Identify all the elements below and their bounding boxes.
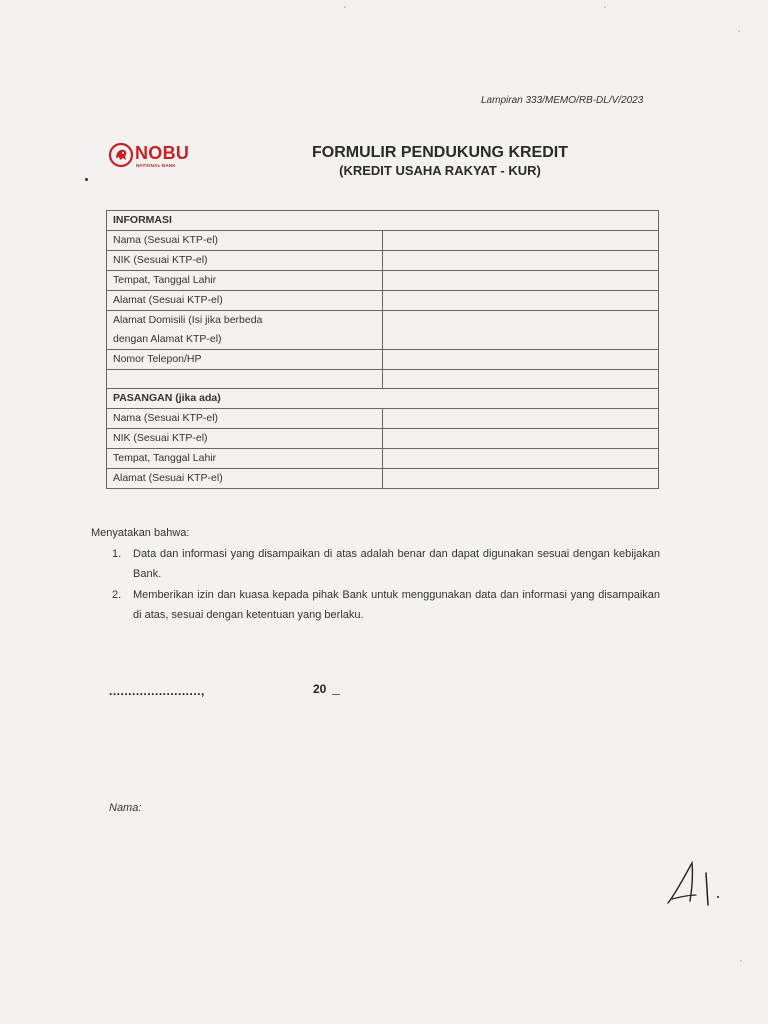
statement-item bbox=[112, 585, 660, 625]
field-input-address[interactable] bbox=[383, 291, 659, 311]
statement-number: 1. bbox=[112, 548, 122, 560]
statement-text: Memberikan izin dan kuasa kepada pihak Bank untuk menggunakan data dan informasi yang disampaikan di atas, sesuai dengan ketentuan yang berlaku. bbox=[133, 589, 660, 621]
place-date-field[interactable]: ........................, bbox=[109, 684, 205, 698]
logo-wordmark: NOBU bbox=[135, 143, 190, 163]
spouse-label-nik: NIK (Sesuai KTP-el) bbox=[107, 429, 383, 449]
nobu-logo bbox=[108, 142, 203, 172]
field-label-name: Nama (Sesuai KTP-el) bbox=[107, 231, 383, 251]
blank-row bbox=[107, 370, 659, 389]
name-label: Nama: bbox=[109, 802, 142, 814]
handwritten-signature-icon bbox=[662, 855, 732, 915]
scan-mark bbox=[85, 178, 88, 181]
form-row bbox=[107, 291, 659, 311]
credit-form-table bbox=[106, 210, 659, 489]
spouse-label-name: Nama (Sesuai KTP-el) bbox=[107, 409, 383, 429]
year-prefix: 20 bbox=[313, 682, 327, 696]
statement-number: 2. bbox=[112, 589, 122, 601]
scan-dot bbox=[344, 6, 346, 8]
form-row bbox=[107, 449, 659, 469]
spouse-input-birth[interactable] bbox=[383, 449, 659, 469]
field-label-domicile-line1: Alamat Domisili (Isi jika berbeda bbox=[113, 314, 263, 326]
field-input-phone[interactable] bbox=[383, 350, 659, 370]
scan-dot bbox=[738, 30, 740, 32]
spouse-input-address[interactable] bbox=[383, 469, 659, 489]
scan-dot bbox=[604, 6, 606, 8]
field-input-name[interactable] bbox=[383, 231, 659, 251]
form-title: FORMULIR PENDUKUNG KREDIT bbox=[312, 144, 568, 161]
field-label-phone: Nomor Telepon/HP bbox=[107, 350, 383, 370]
field-label-nik: NIK (Sesuai KTP-el) bbox=[107, 251, 383, 271]
field-input-birth[interactable] bbox=[383, 271, 659, 291]
form-row bbox=[107, 271, 659, 291]
section-row bbox=[107, 389, 659, 409]
field-label-birth: Tempat, Tanggal Lahir bbox=[107, 271, 383, 291]
field-input-domicile[interactable] bbox=[383, 311, 659, 350]
field-label-domicile-line2: dengan Alamat KTP-el) bbox=[113, 333, 222, 345]
spouse-input-nik[interactable] bbox=[383, 429, 659, 449]
statement-text: Data dan informasi yang disampaikan di atas adalah benar dan dapat digunakan sesuai dengan kebijakan Bank. bbox=[133, 548, 660, 580]
form-row bbox=[107, 311, 659, 350]
form-row bbox=[107, 350, 659, 370]
form-row bbox=[107, 231, 659, 251]
logo-tagline: NATIONAL BANK bbox=[136, 163, 176, 168]
spouse-label-address: Alamat (Sesuai KTP-el) bbox=[107, 469, 383, 489]
form-row bbox=[107, 429, 659, 449]
statement-list bbox=[112, 544, 660, 626]
section-heading-informasi: INFORMASI bbox=[107, 211, 659, 231]
scan-dot bbox=[740, 960, 742, 962]
year-blank-line bbox=[332, 694, 340, 695]
section-row bbox=[107, 211, 659, 231]
blank-input-cell[interactable] bbox=[383, 370, 659, 389]
field-label-address: Alamat (Sesuai KTP-el) bbox=[107, 291, 383, 311]
field-input-nik[interactable] bbox=[383, 251, 659, 271]
form-subtitle: (KREDIT USAHA RAKYAT - KUR) bbox=[339, 163, 541, 178]
spouse-input-name[interactable] bbox=[383, 409, 659, 429]
form-row bbox=[107, 469, 659, 489]
lion-emblem-icon bbox=[108, 142, 134, 168]
blank-label-cell bbox=[107, 370, 383, 389]
field-label-domicile bbox=[107, 311, 383, 350]
section-heading-pasangan: PASANGAN (jika ada) bbox=[107, 389, 659, 409]
statement-intro: Menyatakan bahwa: bbox=[91, 527, 190, 539]
memo-reference: Lampiran 333/MEMO/RB-DL/V/2023 bbox=[481, 95, 644, 106]
form-row bbox=[107, 251, 659, 271]
spouse-label-birth: Tempat, Tanggal Lahir bbox=[107, 449, 383, 469]
statement-item bbox=[112, 544, 660, 584]
form-row bbox=[107, 409, 659, 429]
